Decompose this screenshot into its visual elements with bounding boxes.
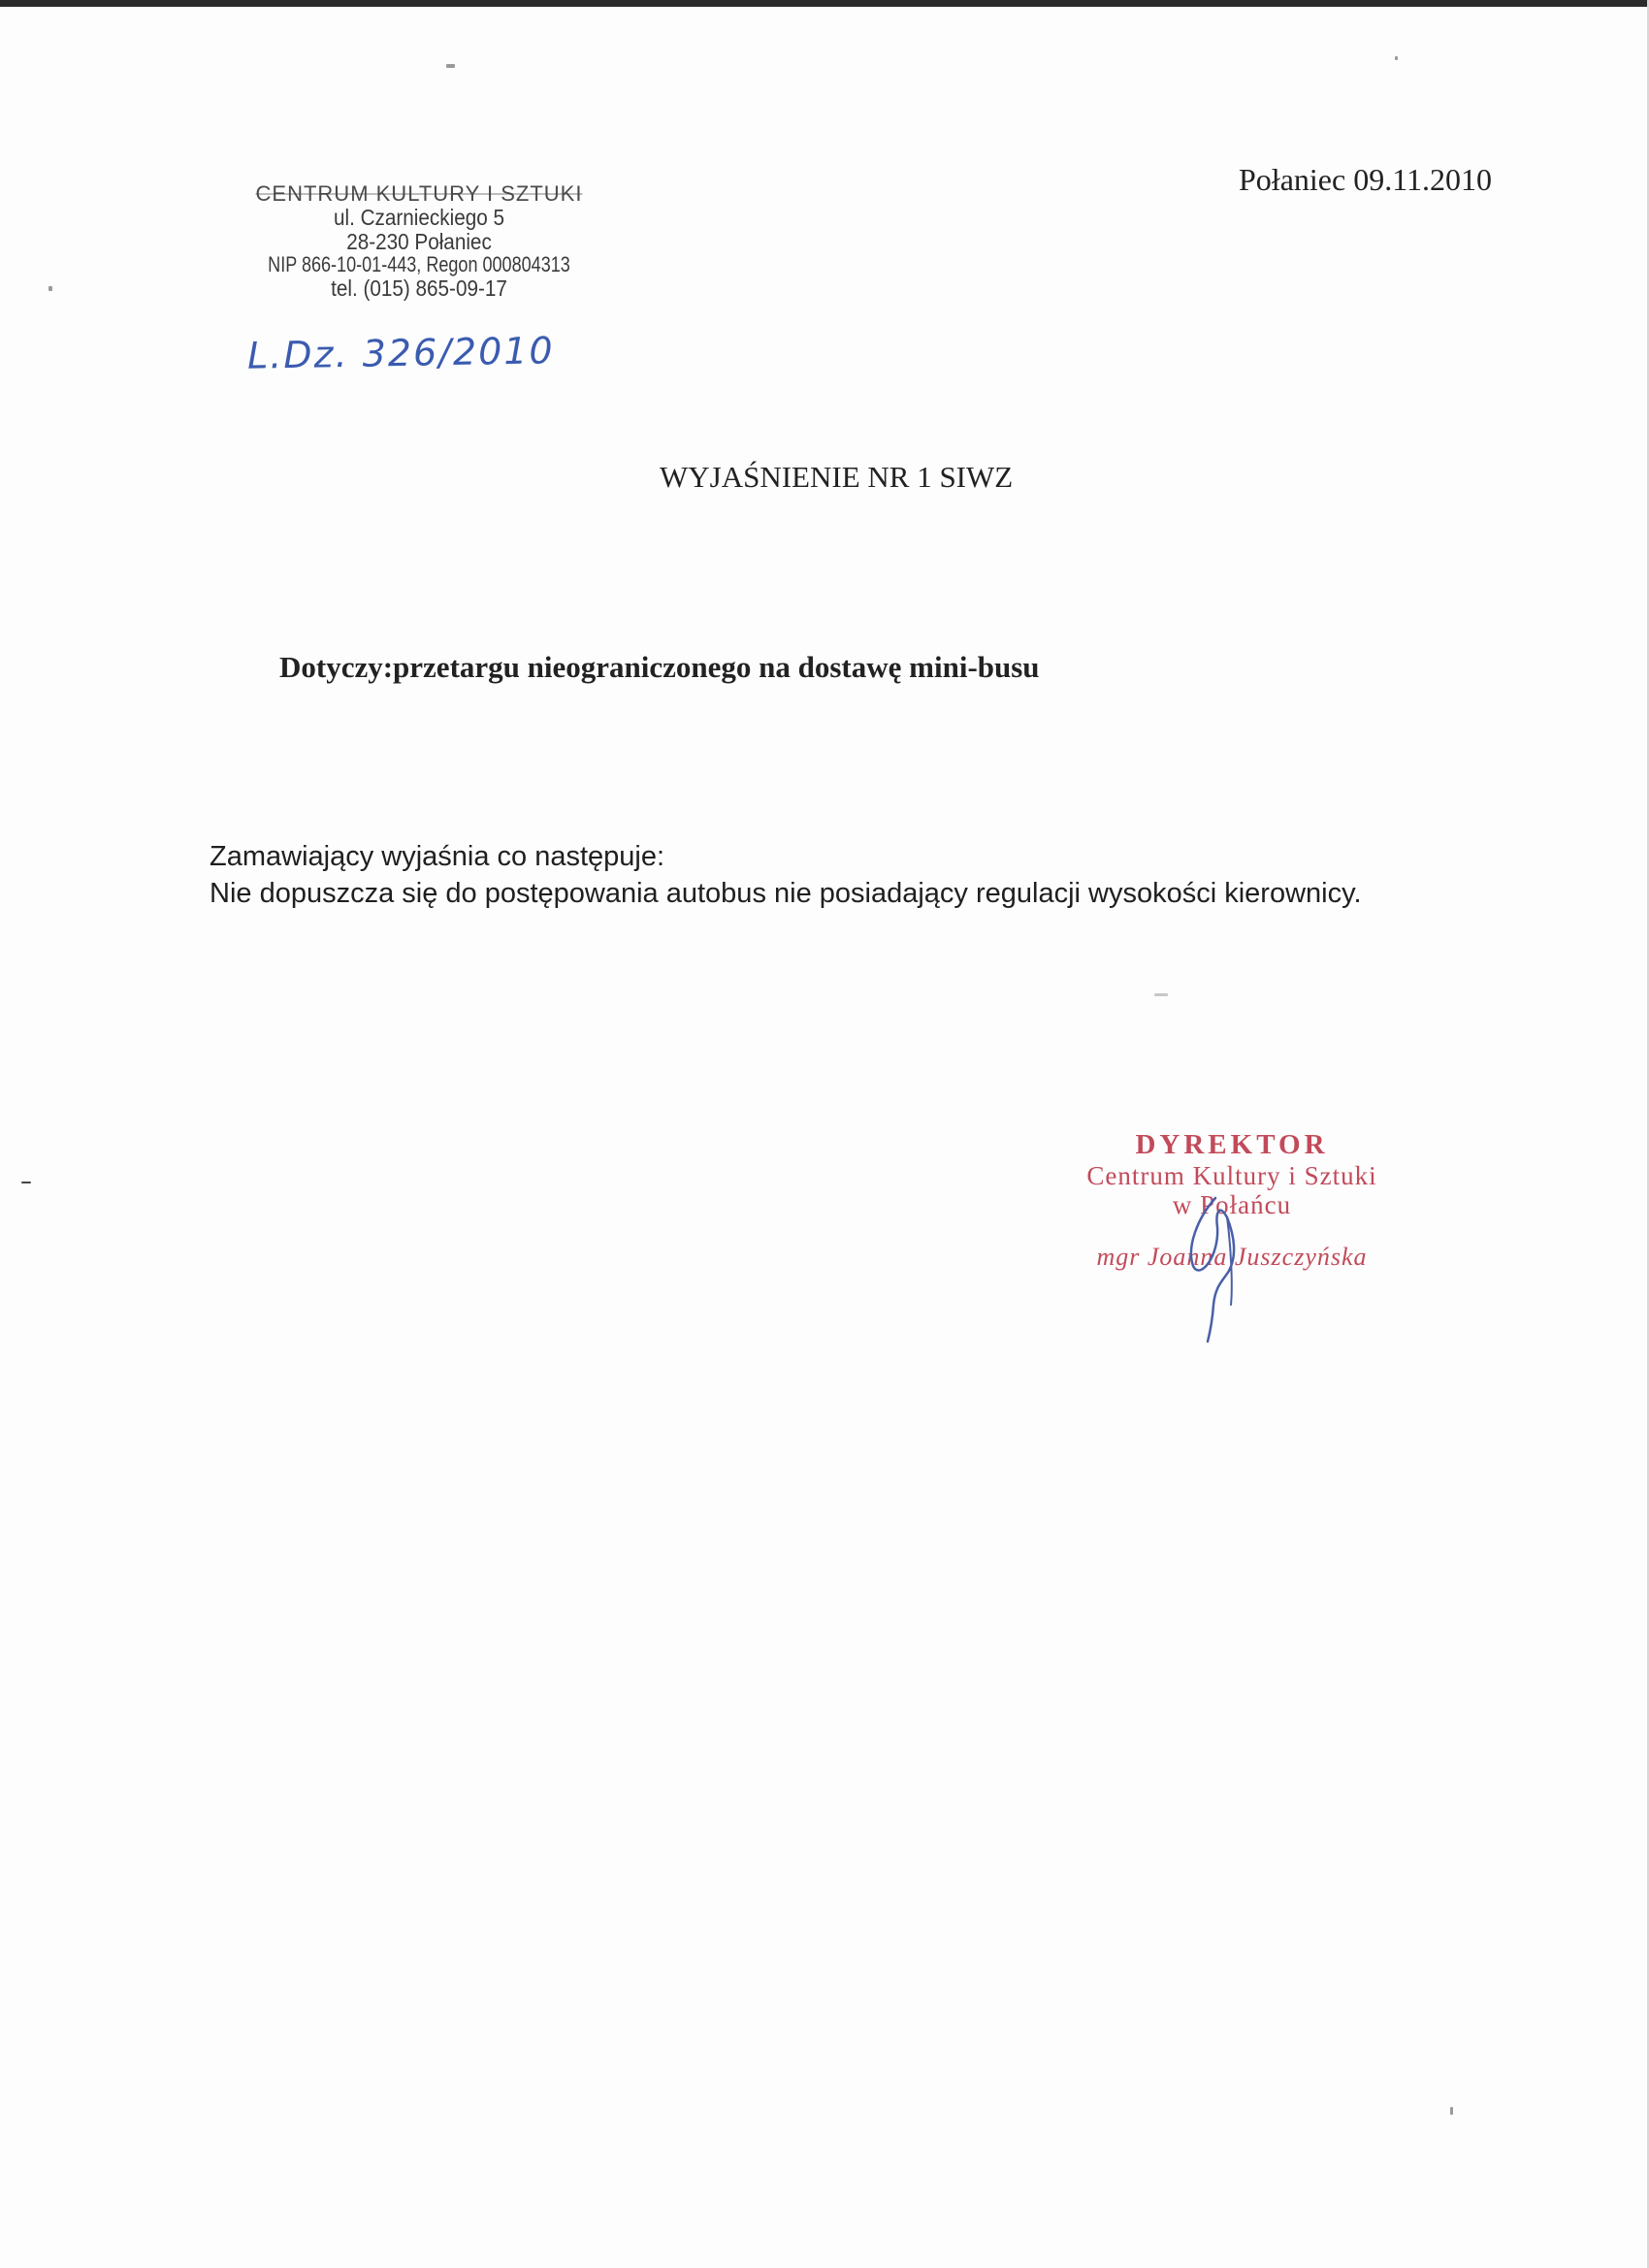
- sender-phone: tel. (015) 865-09-17: [331, 275, 507, 302]
- handwritten-signature-icon: [1159, 1188, 1266, 1344]
- body-line-2: Nie dopuszcza się do postępowania autobus nie posiadający regulacji wysokości kierownicy.: [210, 878, 1362, 909]
- sender-street: ul. Czarnieckiego 5: [333, 204, 505, 230]
- scan-speck: [21, 1182, 31, 1183]
- sender-stamp: [225, 182, 613, 301]
- document-body: [210, 838, 1362, 912]
- director-institution: Centrum Kultury i Sztuki: [1086, 1161, 1377, 1190]
- scan-speck: [1450, 2107, 1453, 2115]
- document-title: WYJAŚNIENIE NR 1 SIWZ: [660, 460, 1014, 494]
- scan-speck: [446, 64, 455, 68]
- body-line-1: Zamawiający wyjaśnia co następuje:: [210, 841, 665, 872]
- scan-top-edge: [0, 0, 1649, 7]
- director-institution-city: w Połańcu: [1172, 1190, 1292, 1219]
- scan-speck: [1395, 56, 1398, 60]
- sender-nip-regon: NIP 866-10-01-443, Regon 000804313: [268, 252, 570, 277]
- handwritten-reference-number: L.Dz. 326/2010: [246, 329, 556, 377]
- sender-postal-city: 28-230 Połaniec: [346, 228, 492, 254]
- director-title: DYREKTOR: [1135, 1129, 1329, 1160]
- director-name: mgr Joanna Juszczyńska: [1096, 1243, 1368, 1271]
- scan-speck: [48, 286, 52, 291]
- document-date: Połaniec 09.11.2010: [1239, 162, 1492, 197]
- scan-speck: [1154, 993, 1168, 996]
- sender-org-name: CENTRUM KULTURY I SZTUKI: [255, 181, 583, 206]
- document-subject: Dotyczy:przetargu nieograniczonego na dostawę mini-busu: [279, 650, 1040, 684]
